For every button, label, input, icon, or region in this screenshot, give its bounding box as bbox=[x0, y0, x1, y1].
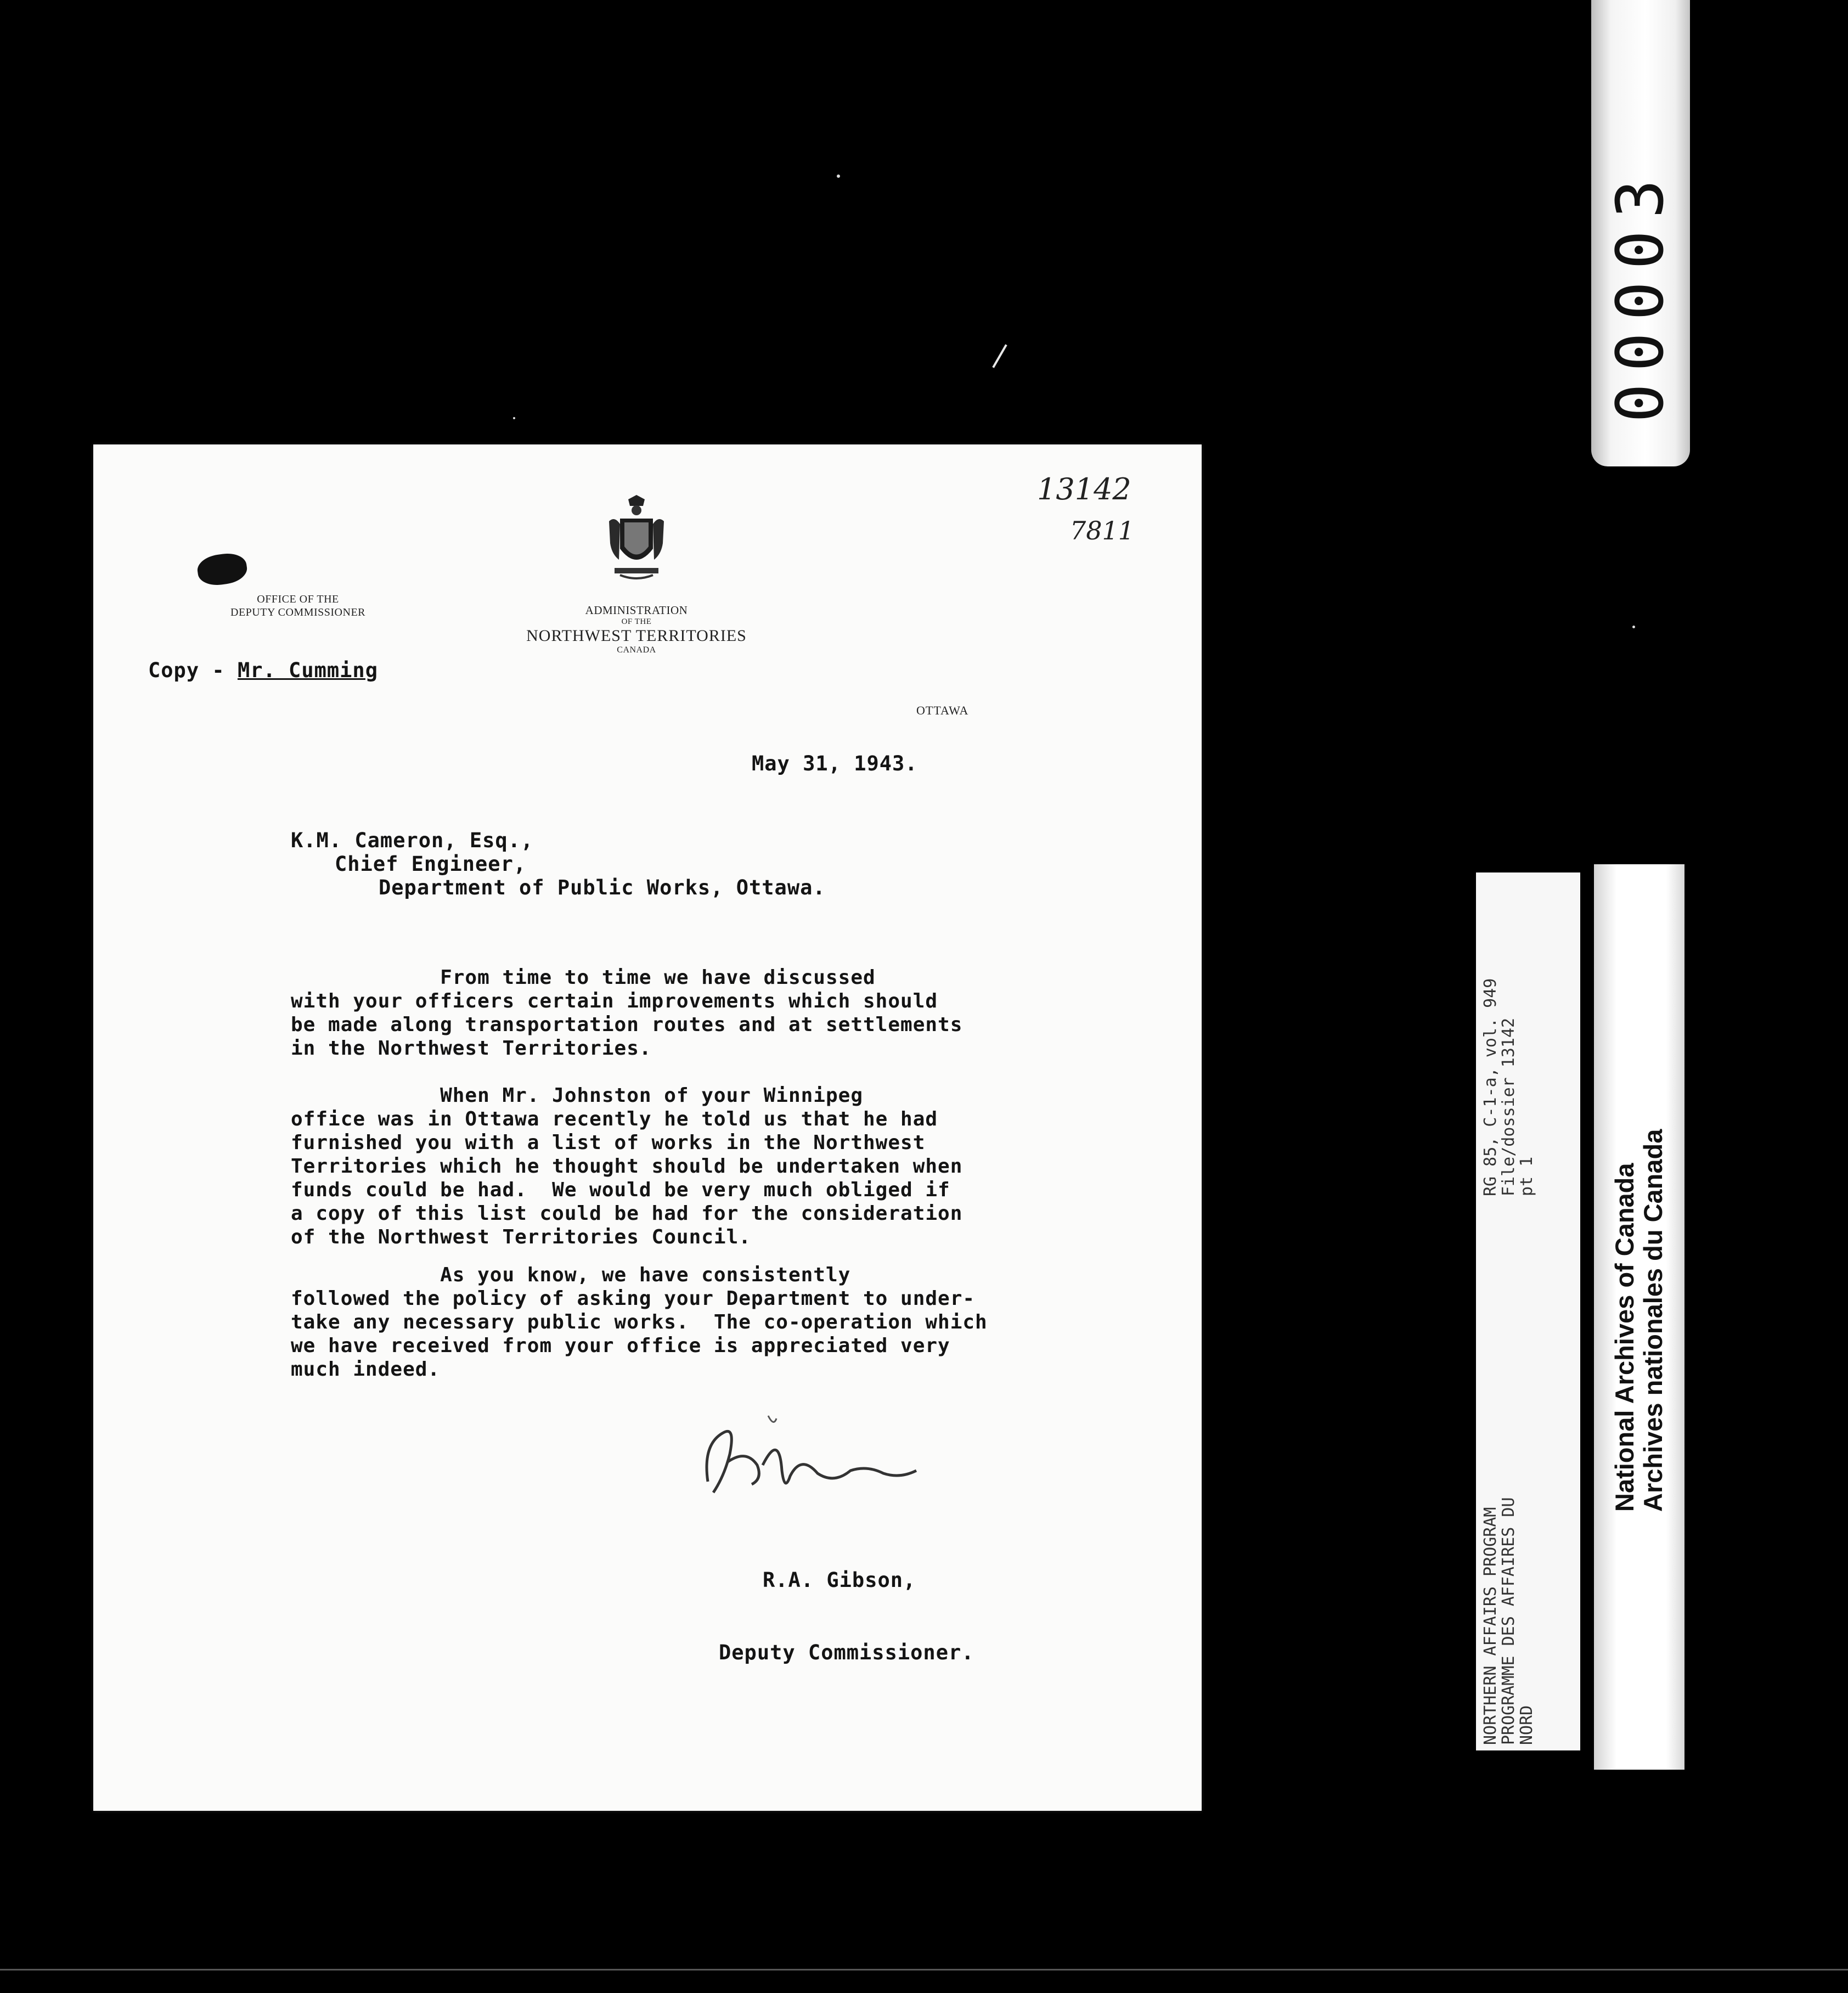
copy-prefix: Copy - bbox=[148, 658, 238, 682]
signatory-title: Deputy Commissioner. bbox=[719, 1641, 974, 1664]
body-paragraph-1: From time to time we have discussed with your officers certain improvements which should be made along transportation routes and at settlements in the Northwest Territories. bbox=[291, 966, 963, 1060]
ink-blot bbox=[196, 551, 249, 588]
office-heading bbox=[230, 593, 365, 619]
record-reference: RG 85, C-1-a, vol. 949 File/dossier 13142 pt 1 bbox=[1481, 978, 1536, 1196]
frame-number-strip bbox=[1591, 0, 1690, 466]
frame-number: 00003 bbox=[1602, 167, 1678, 423]
archives-label bbox=[1594, 864, 1684, 1770]
letterhead-line-3: NORTHWEST TERRITORIES bbox=[526, 627, 747, 645]
letterhead bbox=[516, 604, 757, 655]
handwritten-file-number: 13142 bbox=[1037, 472, 1131, 506]
copy-recipient: Mr. Cumming bbox=[237, 658, 378, 682]
signatory bbox=[719, 1520, 974, 1713]
archives-name-en: National Archives of Canada bbox=[1610, 1163, 1639, 1512]
letterhead-line-1: ADMINISTRATION bbox=[585, 604, 688, 617]
dust-speck bbox=[513, 417, 515, 419]
reference-label bbox=[1476, 872, 1580, 1750]
letterhead-line-4: CANADA bbox=[617, 645, 656, 655]
dust-speck bbox=[1632, 626, 1635, 628]
archives-name-fr: Archives nationales du Canada bbox=[1638, 1129, 1667, 1512]
letterhead-city: OTTAWA bbox=[916, 703, 969, 717]
program-name: NORTHERN AFFAIRS PROGRAM PROGRAMME DES AFFAIRES DU NORD bbox=[1481, 1497, 1536, 1745]
body-paragraph-2: When Mr. Johnston of your Winnipeg office was in Ottawa recently he told us that he had furnished you with a list of works in the Northwest Territories which he thought should be undertaken when funds could be had. We would be very much obliged if a copy of this list could be had for the consideration of the Northwest Territories Council. bbox=[291, 1084, 963, 1248]
recipient-department: Department of Public Works, Ottawa. bbox=[379, 876, 826, 899]
film-edge-line bbox=[0, 1969, 1848, 1971]
letter-date: May 31, 1943. bbox=[752, 752, 918, 775]
handwritten-ref-number: 7811 bbox=[1070, 516, 1135, 545]
office-line-1: OFFICE OF THE bbox=[257, 593, 339, 605]
dust-speck bbox=[837, 174, 840, 178]
recipient-title: Chief Engineer, bbox=[335, 852, 527, 876]
office-line-2: DEPUTY COMMISSIONER bbox=[230, 606, 366, 618]
recipient-name: K.M. Cameron, Esq., bbox=[291, 829, 534, 852]
signatory-name: R.A. Gibson, bbox=[763, 1568, 916, 1592]
archives-name bbox=[1610, 1129, 1667, 1512]
letterhead-line-2: OF THE bbox=[621, 617, 652, 626]
film-scratch bbox=[992, 344, 1007, 368]
copy-note bbox=[148, 658, 378, 682]
body-paragraph-3: As you know, we have consistently followed the policy of asking your Department to under- take any necessary public works. The co-operation which we have received from your office is appreciated very much indeed. bbox=[291, 1264, 988, 1381]
coat-of-arms-icon bbox=[604, 494, 669, 582]
handwritten-signature bbox=[686, 1410, 927, 1504]
letter-page bbox=[93, 444, 1202, 1811]
